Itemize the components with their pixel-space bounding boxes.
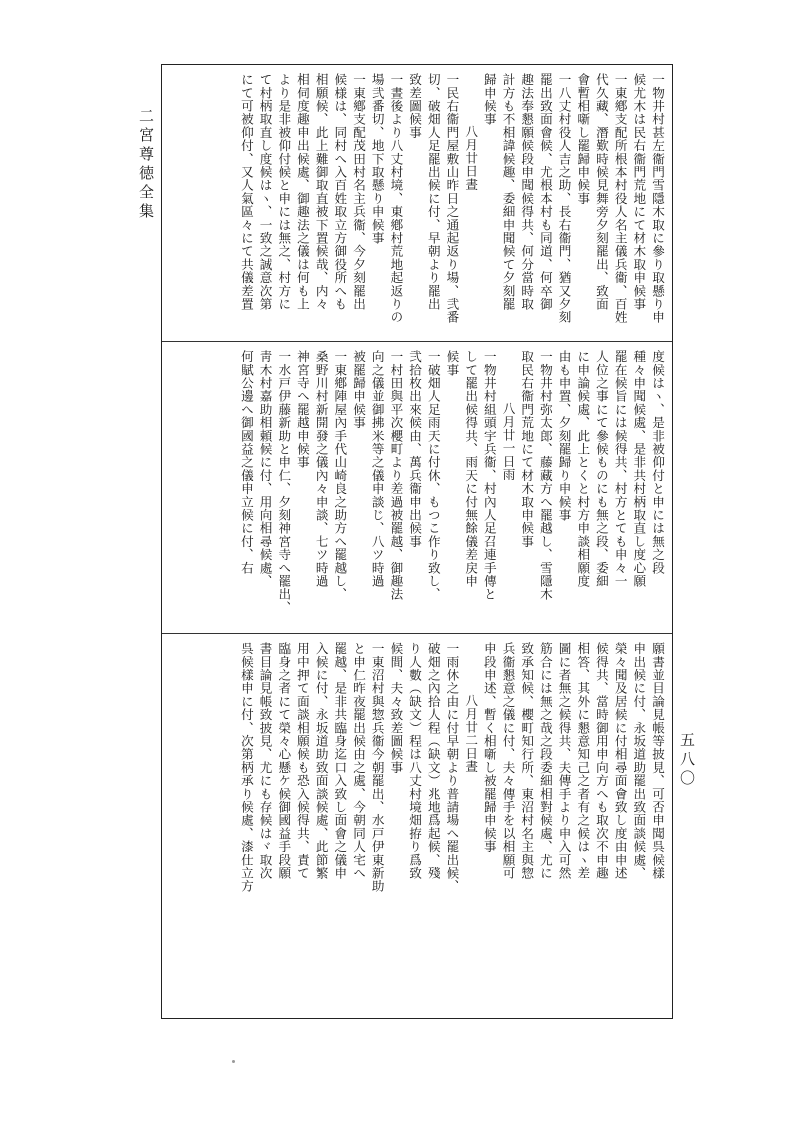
text-column: 計方も不相諱候趣、委細申聞候て夕刻罷 xyxy=(500,73,516,311)
text-band-top xyxy=(162,65,672,341)
text-column: 一東沼村與惣兵衞今朝罷出、水戸伊東新助 xyxy=(369,642,385,893)
text-column: 一村田與平次櫻町より差過被罷越、御趣法 xyxy=(388,350,404,601)
text-column: 會暫相噺し罷歸申候事 xyxy=(575,73,591,205)
text-column: 相願候、此上難御取直被下置候哉、内々 xyxy=(313,73,329,311)
text-column: 度候はヽ、是非被仰付と申には無之段 xyxy=(650,350,665,575)
text-column: 候得共、當時御用申向方へも取次不申趣 xyxy=(593,642,609,880)
text-column: 歸申候事 xyxy=(481,73,497,126)
text-column: 桑野川村新開發之儀內々申談、七ツ時過 xyxy=(313,350,329,588)
text-column: 圖に者無之候得共、夫傳手より申入可然 xyxy=(556,642,572,880)
text-column: 一東鄕支配茂田村名主兵衞、今夕刻罷出 xyxy=(351,73,366,311)
text-band-bottom xyxy=(162,633,672,1018)
text-column: 致承知候、櫻町知行所、東沼村名主與惣 xyxy=(519,642,535,880)
text-column: 代久藏、潛歎時候見舞旁夕刻罷出、致面 xyxy=(593,73,609,311)
text-column: 兵衞懇意之儀に付、夫々傳手を以相願可 xyxy=(500,642,516,880)
text-column: 入候に付、永坂道助致面談候處、此節繁 xyxy=(313,642,329,880)
text-column: り人數（缺文）程は八丈村境畑拵り爲致 xyxy=(407,642,423,880)
text-column: 破畑之內拾人程（缺文）兆地爲起候、殘 xyxy=(425,642,441,880)
text-column: 場弐番切、地下取懸り申候事 xyxy=(369,73,385,245)
text-column: 一晝後より八丈村境、東鄕村荒地起返りの xyxy=(388,73,404,324)
text-column: して罷出候得共、雨天に付無餘儀差戻申 xyxy=(463,350,479,588)
text-column: 一雨休之由に付早朝より普請場へ罷出候、 xyxy=(444,642,460,893)
column-group xyxy=(168,642,666,1014)
text-column: にて可被仰付、又人氣區々にて共儀差置 xyxy=(238,73,254,311)
text-column: 申出候に付、永坂道助罷出致面談候處、 xyxy=(631,642,647,880)
text-column: 靑木村嘉助相頼候に付、用向相尋候處、 xyxy=(257,350,273,588)
text-column: 呉候樣申に付、次第柄承り候處、漆仕立方 xyxy=(238,642,254,893)
text-column: 一民右衞門屋敷山昨日之通起返り場、弐番 xyxy=(444,73,460,324)
text-column: 罷出致面會候、尤根本村も同道、何卒御 xyxy=(537,73,553,311)
text-column: 弐拾枚出來候由、萬兵衞申出候事 xyxy=(407,350,423,548)
book-title: 二宮尊徳全集 xyxy=(137,108,155,222)
text-column: 一物井村組頭宇兵衞、村內人足召連手傳と xyxy=(481,350,497,601)
text-column: 何賦公邊へ御國益之儀申立候に付、右 xyxy=(238,350,254,575)
text-column: 申段申述、暫く相噺し被罷歸申候事 xyxy=(481,642,497,854)
text-column: 罷在候旨には候得共、村方とても申々一 xyxy=(612,350,628,588)
text-column: 書目論見帳致披見、尤にも存候はヾ取次 xyxy=(257,642,273,880)
text-column: 取民右衞門荒地にて材木取申候事 xyxy=(519,350,535,548)
text-column: 相伺度趣申出候處、御趣法之儀は何も上 xyxy=(294,73,310,311)
text-column: 候尤木は民右衞門荒地にて材木取申候事 xyxy=(631,73,647,311)
date-heading: 八月廿一日雨 xyxy=(500,402,516,482)
text-column: 一破畑人足雨天に付休、もつこ作り致し、 xyxy=(425,350,441,601)
text-column: 向之儀並御拂米等之儀申談じ、八ツ時過 xyxy=(369,350,385,588)
text-column: 一物井村甚左衞門雪隱木取に參り取懸り申 xyxy=(650,73,665,324)
date-heading: 八月廿二日晝 xyxy=(463,694,479,774)
text-column: 用中押て面談相願候も恐入候得共、責て xyxy=(294,642,310,880)
text-column: 人位之事にて參候ものにも無之段、委細 xyxy=(593,350,609,588)
text-column: 致差圖候事 xyxy=(407,73,423,139)
text-column: 一東鄕支配所根本村役人名主儀兵衞、百姓 xyxy=(612,73,628,324)
text-column: 趣法奉懇願候段申聞候得共、何分當時取 xyxy=(519,73,535,311)
text-column: 候様は、同村へ入百姓取立方御役所へも xyxy=(332,73,348,311)
text-column: 筋合には無之哉之段委細相對候處、尤に xyxy=(537,642,553,880)
text-column: 候間、夫々致差圖候事 xyxy=(388,642,404,774)
text-column: 一東鄕陣屋內手代山崎良之助方へ罷越し、 xyxy=(332,350,348,601)
text-column: 願書並目論見帳等披見、可否申聞呉候樣 xyxy=(650,642,665,880)
text-column: 一物井村弥太郎、藤藏方へ罷越し、雪隱木 xyxy=(537,350,553,601)
text-column: 臨身之者にて榮々心懸ケ候御國益手段願 xyxy=(276,642,292,880)
page-number: 五八〇 xyxy=(678,732,696,789)
text-column: に申論候處、此上とくと村方申談相願度 xyxy=(575,350,591,588)
text-column: 候事 xyxy=(444,350,460,377)
column-group xyxy=(168,73,666,337)
text-column: て村柄取直し度候はヽ、一致之誠意次第 xyxy=(257,73,273,311)
text-column: 相答、其外に懇意知己之者有之候はヽ差 xyxy=(575,642,591,880)
text-column: 神宮寺へ罷越申候事 xyxy=(294,350,310,469)
column-group xyxy=(168,350,666,629)
text-column: 由も申置、夕刻罷歸り申候事 xyxy=(556,350,572,522)
text-column: 種々申聞候處、是非共村柄取直し度心願 xyxy=(631,350,647,588)
text-frame xyxy=(161,64,673,1019)
text-column: より是非被仰付候と申には無之、村方に xyxy=(276,73,292,311)
text-column: 罷越、是非共臨身迄口入致し面會之儀申 xyxy=(332,642,348,880)
text-column: 一水戸伊藤新助と申仁、夕刻神宮寺へ罷出、 xyxy=(276,350,292,614)
paper-speck xyxy=(232,1060,235,1063)
text-band-middle xyxy=(162,341,672,633)
text-column: 被罷歸申候事 xyxy=(351,350,366,430)
text-column: 切、破畑人足罷出候に付、早朝より罷出 xyxy=(425,73,441,311)
text-column: 一八丈村役人吉之助、長右衞門、猶又夕刻 xyxy=(556,73,572,324)
text-column: 榮々聞及居候に付相尋面會致し度由申述 xyxy=(612,642,628,880)
text-column: と申仁昨夜罷出候由之處、今朝同人宅へ xyxy=(351,642,366,880)
date-heading: 八月廿日晝 xyxy=(463,125,479,191)
